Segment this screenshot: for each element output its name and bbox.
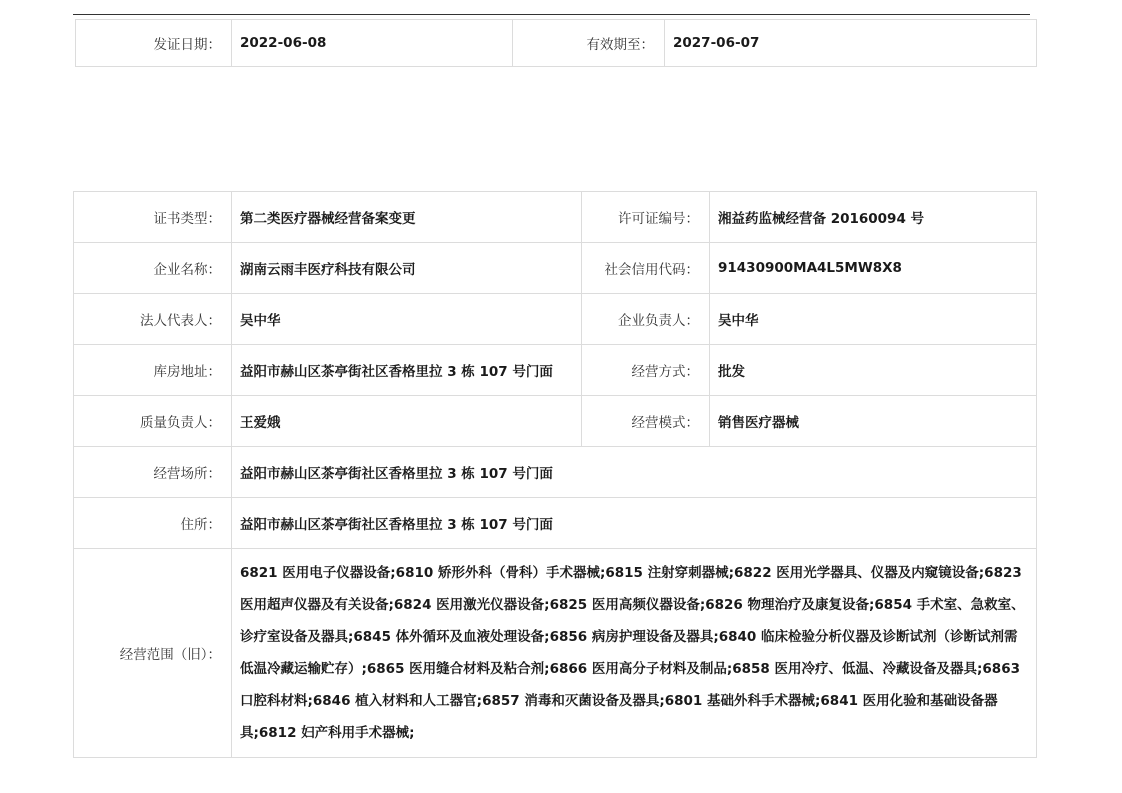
business-mode-value: 销售医疗器械: [710, 396, 1037, 447]
company-name-value: 湖南云雨丰医疗科技有限公司: [232, 243, 582, 294]
table-row: [74, 345, 1037, 396]
cert-type-value: 第二类医疗器械经营备案变更: [232, 192, 582, 243]
company-name-label: 企业名称：: [74, 243, 232, 294]
legal-rep-value: 吴中华: [232, 294, 582, 345]
license-number-label: 许可证编号：: [582, 192, 710, 243]
business-method-value: 批发: [710, 345, 1037, 396]
manager-value: 吴中华: [710, 294, 1037, 345]
table-row: [74, 396, 1037, 447]
license-number-value: 湘益药监械经营备 20160094 号: [710, 192, 1037, 243]
business-mode-label: 经营模式：: [582, 396, 710, 447]
issue-date-label: 发证日期：: [76, 20, 232, 67]
table-row: [74, 294, 1037, 345]
legal-rep-label: 法人代表人：: [74, 294, 232, 345]
warehouse-address-value: 益阳市赫山区茶亭街社区香格里拉 3 栋 107 号门面: [232, 345, 582, 396]
residence-value: 益阳市赫山区茶亭街社区香格里拉 3 栋 107 号门面: [232, 498, 1037, 549]
manager-label: 企业负责人：: [582, 294, 710, 345]
dates-row: [76, 20, 1037, 67]
valid-until-value: 2027-06-07: [665, 20, 1037, 67]
table-row: [74, 243, 1037, 294]
quality-manager-label: 质量负责人：: [74, 396, 232, 447]
premises-label: 经营场所：: [74, 447, 232, 498]
quality-manager-value: 王爱娥: [232, 396, 582, 447]
warehouse-address-label: 库房地址：: [74, 345, 232, 396]
credit-code-label: 社会信用代码：: [582, 243, 710, 294]
table-row: [74, 192, 1037, 243]
certificate-table: [73, 191, 1037, 758]
table-row: [74, 447, 1037, 498]
residence-label: 住所：: [74, 498, 232, 549]
dates-table: [75, 19, 1037, 67]
table-row: [74, 549, 1037, 758]
business-scope-label: 经营范围（旧）：: [74, 549, 232, 758]
table-row: [74, 498, 1037, 549]
valid-until-label: 有效期至：: [513, 20, 665, 67]
premises-value: 益阳市赫山区茶亭街社区香格里拉 3 栋 107 号门面: [232, 447, 1037, 498]
business-method-label: 经营方式：: [582, 345, 710, 396]
top-divider: [73, 14, 1030, 15]
issue-date-value: 2022-06-08: [232, 20, 513, 67]
credit-code-value: 91430900MA4L5MW8X8: [710, 243, 1037, 294]
cert-type-label: 证书类型：: [74, 192, 232, 243]
business-scope-value: 6821 医用电子仪器设备;6810 矫形外科（骨科）手术器械;6815 注射穿刺器械;6822 医用光学器具、仪器及内窥镜设备;6823 医用超声仪器及有关设备;6824 医用激光仪器设备;6825 医用高频仪器设备;6826 物理治疗及康复设备;6854 手术室、急救室、诊疗室设备及器具;6845 体外循环及血液处理设备;6856 病房护理设备及器具;6840 临床检验分析仪器及诊断试剂（诊断试剂需低温冷藏运输贮存）;6865 医用缝合材料及粘合剂;6866 医用高分子材料及制品;6858 医用冷疗、低温、冷藏设备及器具;6863 口腔科材料;6846 植入材料和人工器官;6857 消毒和灭菌设备及器具;6801 基础外科手术器械;6841 医用化验和基础设备器具;6812 妇产科用手术器械;: [232, 549, 1037, 758]
